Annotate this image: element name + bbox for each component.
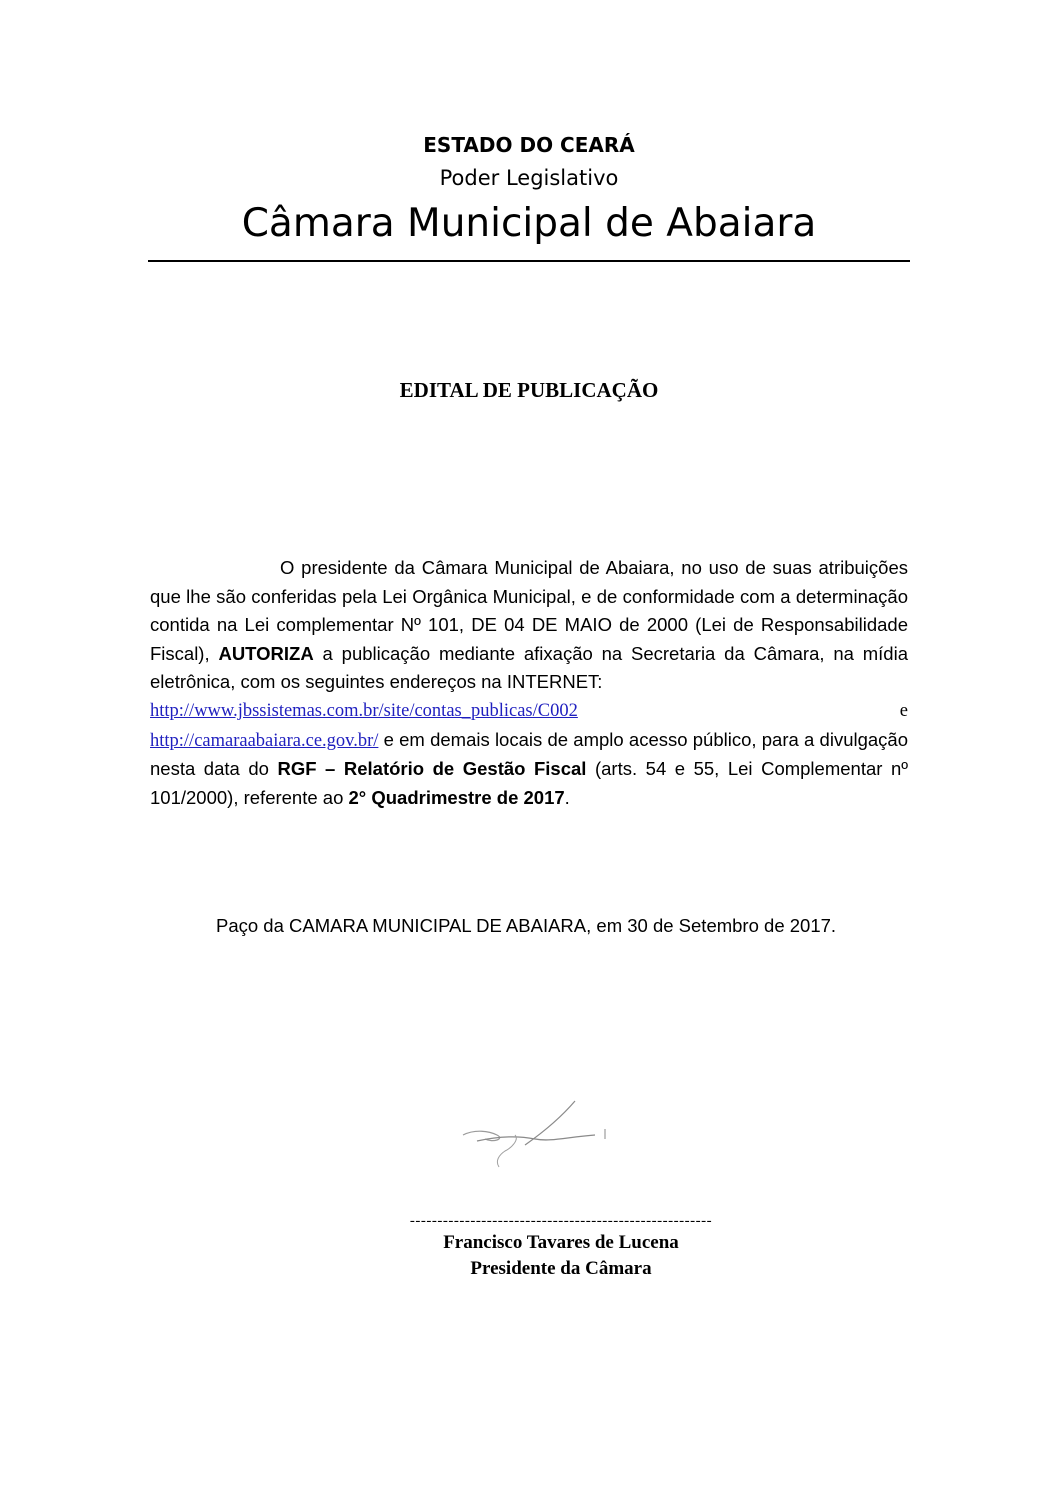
body-text-part-2: a publicação mediante afixação na Secretaria da Câmara, na mídia eletrônica, com os seguintes endereços na INTERNET: xyxy=(150,642,908,693)
rgf-label: RGF – Relatório de Gestão Fiscal xyxy=(277,758,587,780)
signature-line: ------------------------------------------------------- xyxy=(409,1213,713,1229)
signer-name: Francisco Tavares de Lucena xyxy=(443,1232,679,1253)
body-text-part-1: O presidente da Câmara Municipal de Abaiara, no uso de suas atribuições que lhe são conferidas pela Lei Orgânica Municipal, e de conformidade com a determinação contida na Lei complementar Nº 101, DE 04 DE MAIO de 2000 (Lei de Responsabilidade Fiscal), xyxy=(150,557,908,664)
link-joiner: e xyxy=(899,700,908,721)
body-text-part-4: (arts. 54 e 55, Lei Complementar nº 101/2000), referente ao xyxy=(150,758,908,808)
handwritten-signature xyxy=(455,1095,615,1175)
body-text-part-3: e em demais locais de amplo acesso público, para a divulgação nesta data do xyxy=(150,728,908,780)
state-name: ESTADO DO CEARÁ xyxy=(423,133,635,157)
authorize-keyword: AUTORIZA xyxy=(218,642,314,664)
body-text-part-5: . xyxy=(564,786,570,808)
closing-text: Paço da CAMARA MUNICIPAL DE ABAIARA, em 30 de Setembro de 2017. xyxy=(216,915,837,936)
document-title: EDITAL DE PUBLICAÇÃO xyxy=(399,378,659,402)
closing-paragraph xyxy=(150,912,908,941)
link-line xyxy=(150,697,908,726)
chamber-website-link[interactable]: http://camaraabaiara.ce.gov.br/ xyxy=(150,730,379,751)
period-label: 2° Quadrimestre de 2017 xyxy=(348,786,565,808)
power-name: Poder Legislativo xyxy=(439,166,619,190)
letterhead xyxy=(148,128,910,252)
chamber-name: Câmara Municipal de Abaiara xyxy=(241,201,817,246)
header-rule xyxy=(148,260,910,262)
signature-block xyxy=(370,1212,752,1282)
edital-body xyxy=(150,554,908,812)
signer-role: Presidente da Câmara xyxy=(470,1258,652,1279)
jbs-link[interactable]: http://www.jbssistemas.com.br/site/contas_publicas/C002 xyxy=(150,700,578,721)
